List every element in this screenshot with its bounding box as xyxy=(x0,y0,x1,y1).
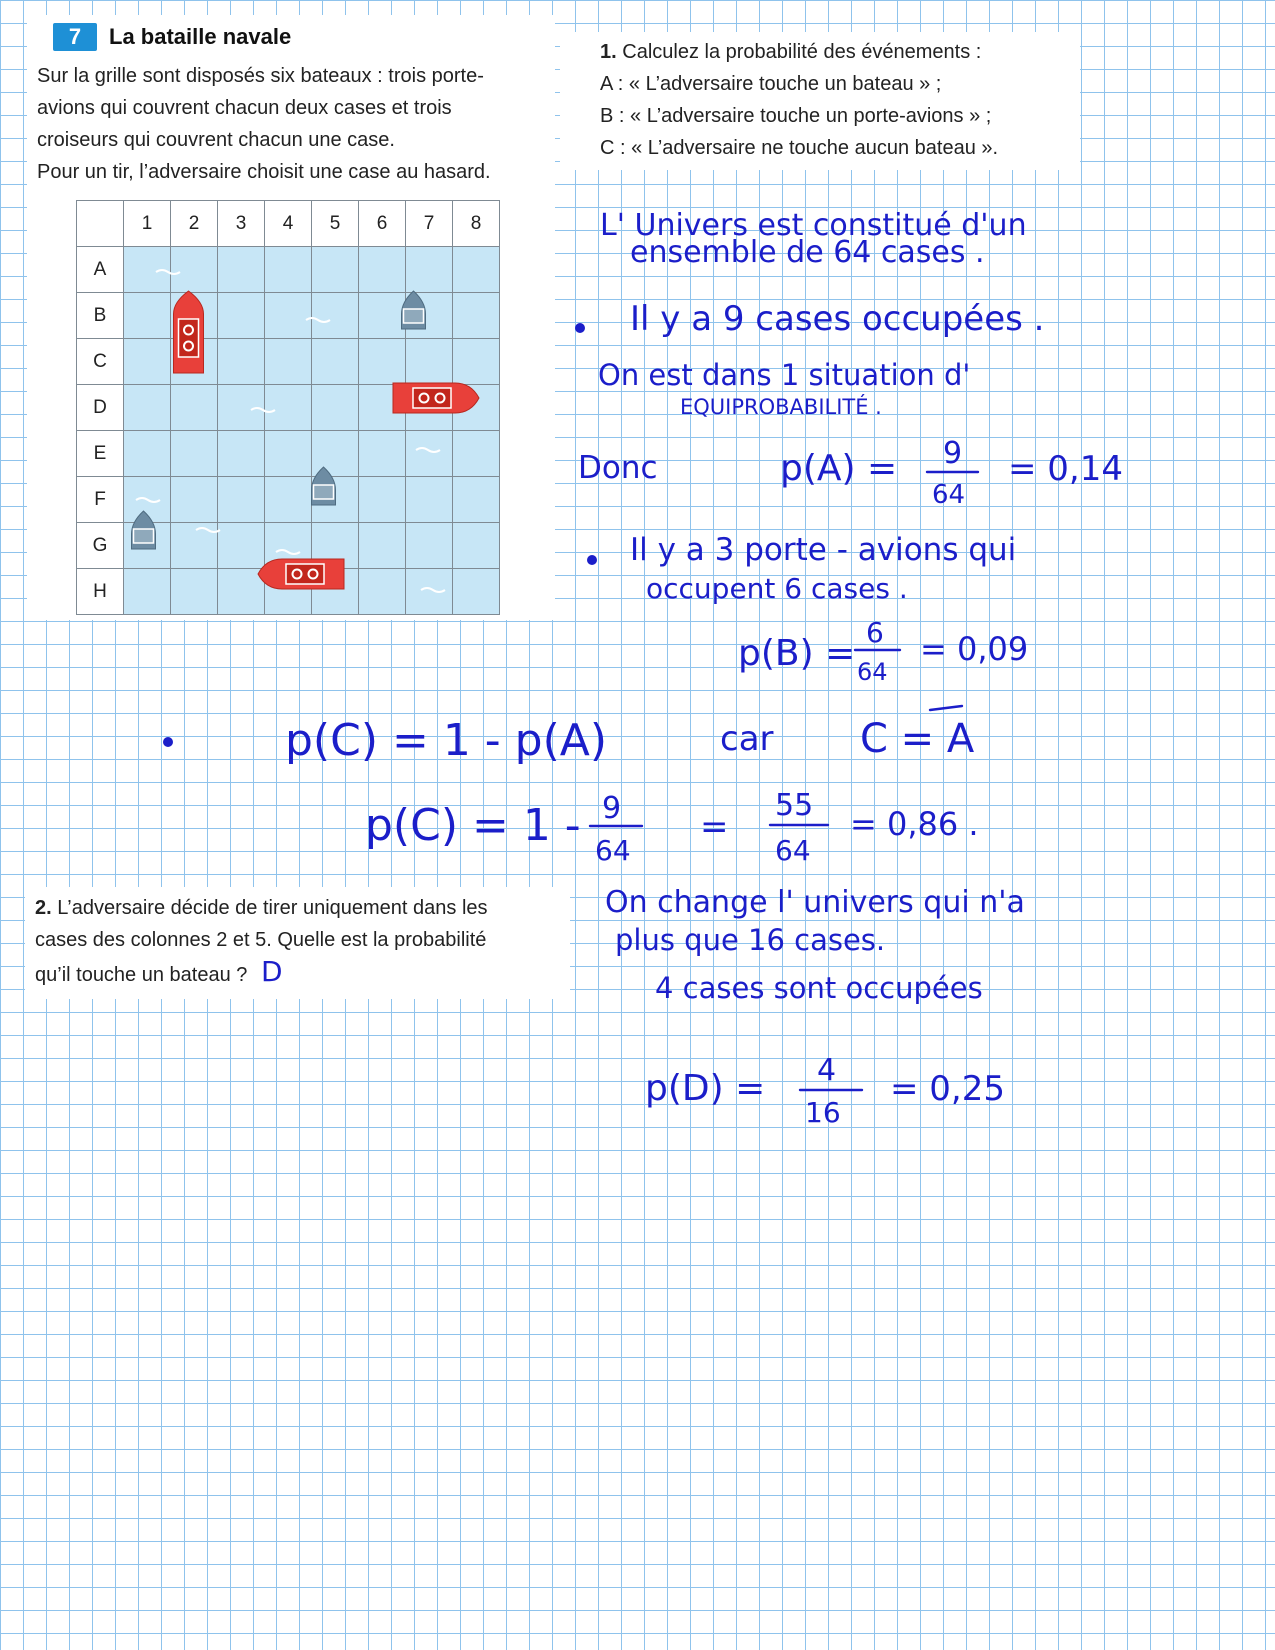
hw-pd-result: = 0,25 xyxy=(890,1069,1005,1109)
hw-pc-calc: p(C) = 1 - xyxy=(365,800,581,851)
hw-line-change-universe: On change l' univers qui n'a xyxy=(605,885,1025,920)
bullet-icon xyxy=(163,737,173,747)
hw-line-situation: On est dans 1 situation d' xyxy=(598,358,971,392)
hw-car: car xyxy=(720,719,774,759)
column-header: 4 xyxy=(265,201,312,247)
statement-line: avions qui couvrent chacun deux cases et trois xyxy=(37,97,452,119)
exercise-number-badge: 7 xyxy=(53,23,97,51)
hw-line-4-occupied: 4 cases sont occupées xyxy=(655,971,983,1005)
hw-pc-numerator-2: 55 xyxy=(775,788,814,823)
row-header: C xyxy=(77,339,124,385)
hw-pd-label: p(D) = xyxy=(645,1068,766,1109)
question-2-line: L’adversaire décide de tirer uniquement dans les xyxy=(57,897,488,919)
hw-pb-result: = 0,09 xyxy=(920,630,1029,668)
hw-c-equals-abar: C = A xyxy=(860,716,975,762)
complement-bar xyxy=(930,706,962,710)
hw-donc: Donc xyxy=(578,450,658,486)
row-header: H xyxy=(77,569,124,615)
row-header: B xyxy=(77,293,124,339)
hw-pc-equals: = xyxy=(700,807,729,847)
exercise-title: La bataille navale xyxy=(109,24,292,49)
hw-pd-numerator: 4 xyxy=(817,1053,837,1088)
hw-pc-result: = 0,86 . xyxy=(850,805,979,843)
hw-pa-denominator: 64 xyxy=(932,480,966,510)
hw-line-9-occupied: Il y a 9 cases occupées . xyxy=(630,299,1045,339)
hw-pc-denominator-1: 64 xyxy=(595,834,631,867)
row-header: G xyxy=(77,523,124,569)
statement-line: Sur la grille sont disposés six bateaux : trois porte- xyxy=(37,65,484,87)
hw-pc-formula: p(C) = 1 - p(A) xyxy=(285,715,608,766)
question-1-prompt: Calculez la probabilité des événements : xyxy=(622,41,982,63)
column-header: 6 xyxy=(359,201,406,247)
column-header: 7 xyxy=(406,201,453,247)
column-header: 3 xyxy=(218,201,265,247)
hw-line-porte-avions: Il y a 3 porte - avions qui xyxy=(630,532,1017,568)
column-header: 5 xyxy=(312,201,359,247)
row-header: F xyxy=(77,477,124,523)
bullet-icon xyxy=(575,323,585,333)
statement-line: Pour un tir, l’adversaire choisit une case au hasard. xyxy=(37,161,491,183)
hw-line-64-cases: ensemble de 64 cases . xyxy=(630,235,985,270)
hw-pc-numerator-1: 9 xyxy=(602,791,622,826)
hw-pa-numerator: 9 xyxy=(943,436,963,471)
hw-pb-denominator: 64 xyxy=(857,658,888,686)
hw-pa-result: = 0,14 xyxy=(1008,449,1123,489)
handwritten-event-d: D xyxy=(260,955,283,988)
column-header: 8 xyxy=(453,201,500,247)
row-header: A xyxy=(77,247,124,293)
hw-pd-denominator: 16 xyxy=(805,1096,841,1129)
column-header: 1 xyxy=(124,201,171,247)
row-header: E xyxy=(77,431,124,477)
event-b: B : « L’adversaire touche un porte-avions » ; xyxy=(600,105,992,127)
hw-line-occupent: occupent 6 cases . xyxy=(646,572,908,605)
event-c: C : « L’adversaire ne touche aucun bateau ». xyxy=(600,137,999,159)
column-header: 2 xyxy=(171,201,218,247)
question-1-number: 1. xyxy=(600,41,617,63)
question-2-line: cases des colonnes 2 et 5. Quelle est la probabilité xyxy=(35,929,487,951)
hw-line-universe: L' Univers est constitué d'un xyxy=(600,208,1027,243)
statement-line: croiseurs qui couvrent chacun une case. xyxy=(37,129,395,151)
hw-line-equiprobability: EQUIPROBABILITÉ . xyxy=(680,395,882,419)
row-header: D xyxy=(77,385,124,431)
hw-line-16-cases: plus que 16 cases. xyxy=(615,923,886,957)
hw-pb-numerator: 6 xyxy=(866,616,884,649)
question-2-number: 2. xyxy=(35,897,52,919)
event-a: A : « L’adversaire touche un bateau » ; xyxy=(600,73,942,95)
hw-pa-label: p(A) = xyxy=(780,448,898,489)
question-2-line: qu’il touche un bateau ? xyxy=(35,964,248,986)
hw-pc-denominator-2: 64 xyxy=(775,834,811,867)
hw-pb-label: p(B) = xyxy=(738,633,856,674)
bullet-icon xyxy=(587,555,597,565)
